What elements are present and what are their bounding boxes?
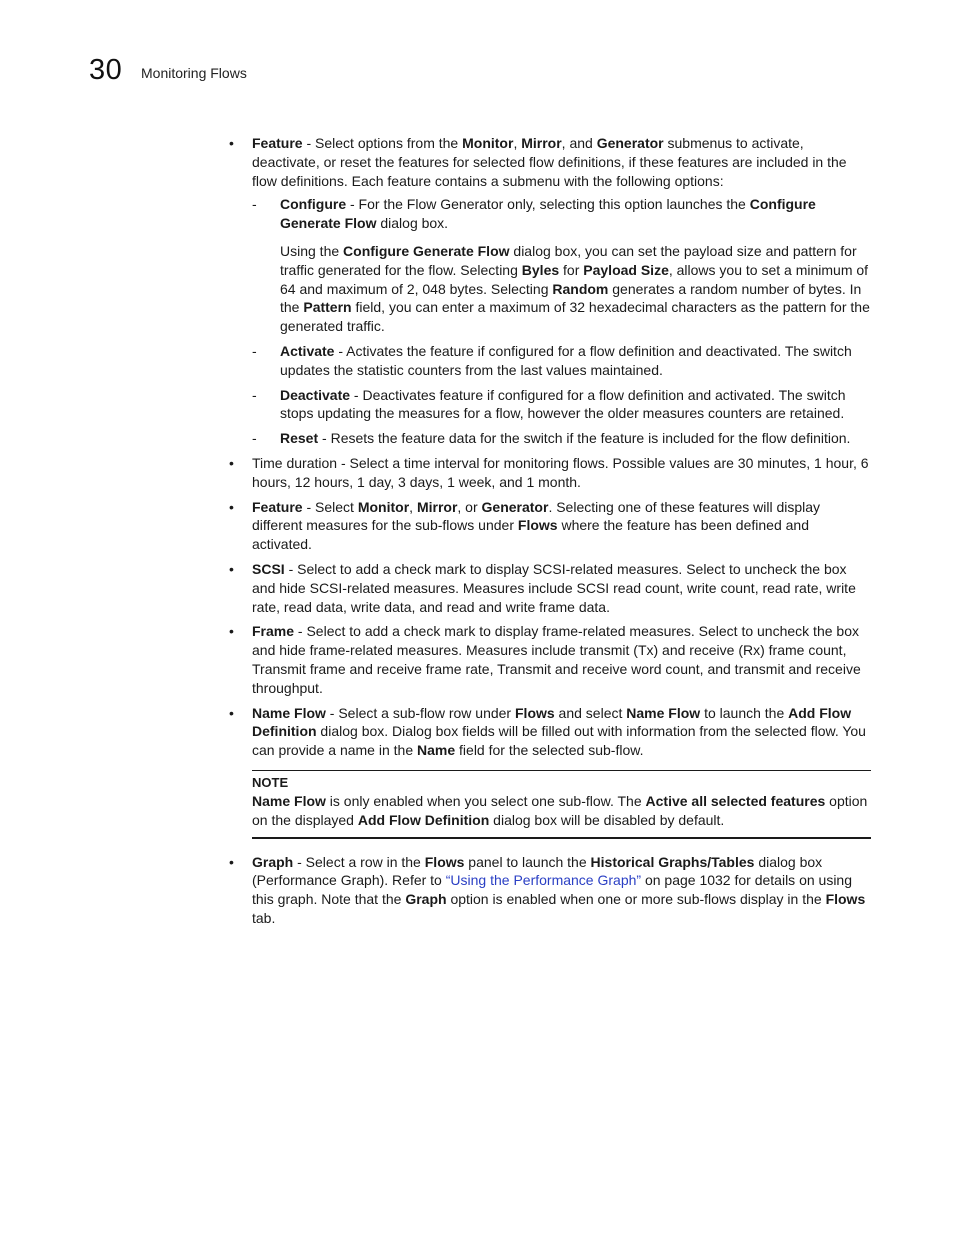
ui-term: Reset <box>280 430 319 447</box>
ui-term: SCSI <box>252 560 285 577</box>
dash: - <box>252 430 257 447</box>
list-item-text: Time duration - Select a time interval for monitoring flows. Possible values are 30 minutes, 1 hour, 6 hours, 12 hours, 1 day, 3 days, 1 week, and 1 month. <box>252 454 869 490</box>
list-item-graph <box>226 853 871 928</box>
ui-term: Payload Size <box>583 261 669 278</box>
page-body <box>226 134 871 934</box>
bullet: • <box>229 454 234 471</box>
sub-item-text: Configure - For the Flow Generator only, selecting this option launches the Configure Generate Flow dialog box. <box>280 196 816 232</box>
sub-item-text: Activate - Activates the feature if configured for a flow definition and deactivated. The switch updates the statistic counters from the last values maintained. <box>280 342 852 378</box>
ui-term: Configure Generate Flow <box>343 242 510 259</box>
ui-term: Activate <box>280 342 335 359</box>
ui-term: Add Flow Definition <box>252 704 852 740</box>
list-item-scsi <box>226 560 871 616</box>
ui-term: Monitor <box>357 498 410 515</box>
bullet: • <box>229 853 234 870</box>
sub-item-configure <box>252 195 871 336</box>
ui-term: Historical Graphs/Tables <box>590 853 755 870</box>
ui-term: Monitor <box>462 135 514 151</box>
note-text: Name Flow is only enabled when you select one sub-flow. The Active all selected features option on the displayed Add Flow Definition dialog box will be disabled by default. <box>252 792 868 828</box>
note-box <box>252 770 871 839</box>
list-item-feature-select <box>226 498 871 554</box>
dash: - <box>252 342 257 359</box>
ui-term: Generator <box>481 498 549 515</box>
list-item-name-flow <box>226 704 871 760</box>
ui-term: Active all selected features <box>645 792 826 809</box>
ui-term: Deactivate <box>280 386 351 403</box>
bullet: • <box>229 135 234 151</box>
bullet: • <box>229 704 234 721</box>
ui-term: Configure <box>280 196 347 213</box>
feature-submenu-options <box>252 195 871 448</box>
sub-item-text: Deactivate - Deactivates feature if configured for a flow definition and activated. The switch stops updating the measures for a flow, however the older measures counters are retained. <box>280 386 846 422</box>
ui-term: Byles <box>521 261 560 278</box>
list-item-text: Feature - Select options from the Monitor, Mirror, and Generator submenus to activate, deactivate, or reset the features for selected flow definitions, if these features are included in the flow definitions. Each feature contains a submenu with the following options: <box>252 135 847 189</box>
ui-term: Graph <box>252 853 294 870</box>
bullet: • <box>229 498 234 515</box>
option-list <box>226 134 871 760</box>
list-item-feature-submenus <box>226 134 871 448</box>
ui-term: Graph <box>405 891 447 908</box>
sub-item-reset <box>252 429 871 448</box>
dash: - <box>252 386 257 403</box>
list-item-text: Name Flow - Select a sub-flow row under Flows and select Name Flow to launch the Add Flow Definition dialog box. Dialog box fields will be filled out with information from the selected flow. You can provide a name in the Name field for the selected sub-flow. <box>252 704 866 759</box>
bullet: • <box>229 623 234 640</box>
ui-term: Mirror <box>521 135 562 151</box>
list-item-frame <box>226 622 871 697</box>
cross-reference-link[interactable]: “Using the Performance Graph” <box>445 872 642 889</box>
chapter-number: 30 <box>89 54 123 86</box>
list-item-text: Feature - Select Monitor, Mirror, or Generator. Selecting one of these features will display different measures for the sub-flows under Flows where the feature has been defined and activated. <box>252 498 821 553</box>
option-list-continued <box>226 853 871 928</box>
ui-term: Random <box>552 280 609 297</box>
ui-term: Feature <box>252 498 303 515</box>
ui-term: Name Flow <box>252 792 326 809</box>
ui-term: Flows <box>825 891 866 908</box>
list-item-time-duration <box>226 454 871 492</box>
ui-term: Configure Generate Flow <box>280 196 816 232</box>
ui-term: Name <box>417 742 456 759</box>
bullet: • <box>229 560 234 577</box>
list-item-text: Frame - Select to add a check mark to display frame-related measures. Select to uncheck the box and hide frame-related measures. Measures include transmit (Tx) and receive (Rx) frame count, Transmit frame and receive frame rate, Transmit and receive word count, and transmit and receive throughput. <box>252 623 861 696</box>
ui-term: Flows <box>424 853 465 870</box>
sub-item-activate <box>252 342 871 380</box>
list-item-text: SCSI - Select to add a check mark to display SCSI-related measures. Select to uncheck the box and hide SCSI-related measures. Measures include SCSI read count, write count, read rate, write rate, read data, write data, and read and write frame data. <box>252 560 856 615</box>
note-label: NOTE <box>252 774 289 790</box>
ui-term: Flows <box>515 704 555 721</box>
dash: - <box>252 196 257 213</box>
ui-term: Add Flow Definition <box>357 811 490 828</box>
ui-term: Mirror <box>416 498 458 515</box>
ui-term: Pattern <box>303 299 352 316</box>
sub-item-deactivate <box>252 386 871 424</box>
ui-term: Name Flow <box>252 704 326 721</box>
ui-term: Generator <box>596 135 664 151</box>
ui-term: Frame <box>252 623 295 640</box>
ui-term: Name Flow <box>626 704 701 721</box>
list-item-text: Graph - Select a row in the Flows panel to launch the Historical Graphs/Tables dialog box (Performance Graph). Refer to “Using the Performance Graph” on page 1032 for details on using this graph. Note that the Graph option is enabled when one or more sub-flows display in the Flows tab. <box>252 853 866 926</box>
sub-item-text: Reset - Resets the feature data for the switch if the feature is included for the flow definition. <box>280 430 851 447</box>
configure-details: Using the Configure Generate Flow dialog box, you can set the payload size and pattern for traffic generated for the flow. Selecting Byles for Payload Size, allows you to set a minimum of 64 and maximum of 2, 048 bytes. Selecting Random generates a random number of bytes. In the Pattern field, you can enter a maximum of 32 hexadecimal characters as the pattern for the generated traffic. <box>280 242 870 335</box>
chapter-title: Monitoring Flows <box>141 65 247 81</box>
ui-term: Flows <box>517 517 558 534</box>
ui-term: Feature <box>252 135 303 151</box>
